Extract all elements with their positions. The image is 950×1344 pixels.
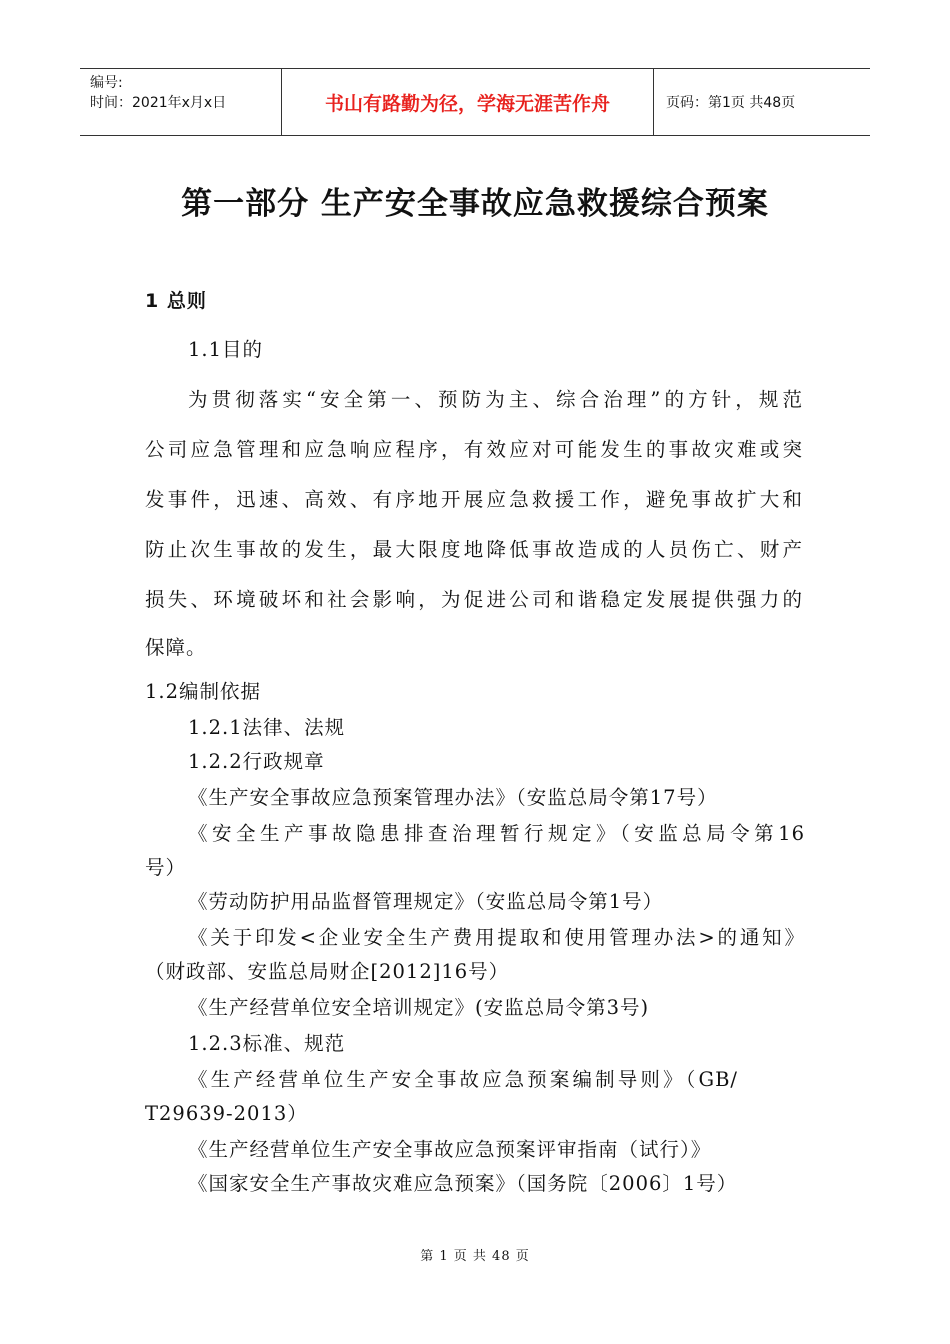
reference-item: 《安全生产事故隐患排查治理暂行规定》（安监总局令第16 — [188, 822, 805, 845]
document-title: 第一部分 生产安全事故应急救援综合预案 — [181, 186, 769, 222]
subsection-heading: 1.2.2行政规章 — [188, 750, 325, 773]
subsection-heading: 1.1目的 — [188, 338, 264, 361]
header-meta — [80, 69, 282, 135]
paragraph-line: 保障。 — [145, 636, 207, 659]
section-heading: 1 总则 — [145, 290, 207, 312]
reference-item-cont: T29639-2013） — [145, 1102, 308, 1125]
reference-item: 《关于印发<企业安全生产费用提取和使用管理办法>的通知》 — [188, 926, 805, 949]
reference-item-cont: （财政部、安监总局财企[2012]16号） — [145, 960, 510, 983]
subsection-heading: 1.2编制依据 — [145, 680, 262, 703]
reference-item-cont: 号） — [145, 856, 187, 879]
page-footer: 第 1 页 共 48 页 — [420, 1249, 530, 1264]
date-label: 时间：2021年x月x日 — [90, 95, 227, 111]
paragraph-line: 防止次生事故的发生，最大限度地降低事故造成的人员伤亡、财产 — [145, 538, 803, 561]
header-page-info: 页码：第1页 共48页 — [666, 95, 796, 111]
reference-item: 《国家安全生产事故灾难应急预案》（国务院〔2006〕1号） — [188, 1172, 738, 1195]
reference-item: 《生产经营单位生产安全事故应急预案编制导则》（GB/ — [188, 1068, 738, 1091]
page-header — [80, 68, 870, 136]
paragraph-line: 公司应急管理和应急响应程序，有效应对可能发生的事故灾难或突 — [145, 438, 803, 461]
paragraph-line: 发事件，迅速、高效、有序地开展应急救援工作，避免事故扩大和 — [145, 488, 803, 511]
number-label: 编号: — [90, 75, 123, 91]
paragraph-line: 损失、环境破坏和社会影响，为促进公司和谐稳定发展提供强力的 — [145, 588, 803, 611]
reference-item: 《生产经营单位生产安全事故应急预案评审指南（试行）》 — [188, 1138, 712, 1161]
subsection-heading: 1.2.3标准、规范 — [188, 1032, 346, 1055]
header-motto: 书山有路勤为径，学海无涯苦作舟 — [282, 69, 654, 135]
reference-item: 《生产经营单位安全培训规定》(安监总局令第3号) — [188, 996, 650, 1019]
paragraph-line: 为贯彻落实“安全第一、预防为主、综合治理”的方针，规范 — [188, 388, 803, 411]
reference-item: 《劳动防护用品监督管理规定》（安监总局令第1号） — [188, 890, 664, 913]
reference-item: 《生产安全事故应急预案管理办法》（安监总局令第17号） — [188, 786, 718, 809]
subsection-heading: 1.2.1法律、法规 — [188, 716, 346, 739]
